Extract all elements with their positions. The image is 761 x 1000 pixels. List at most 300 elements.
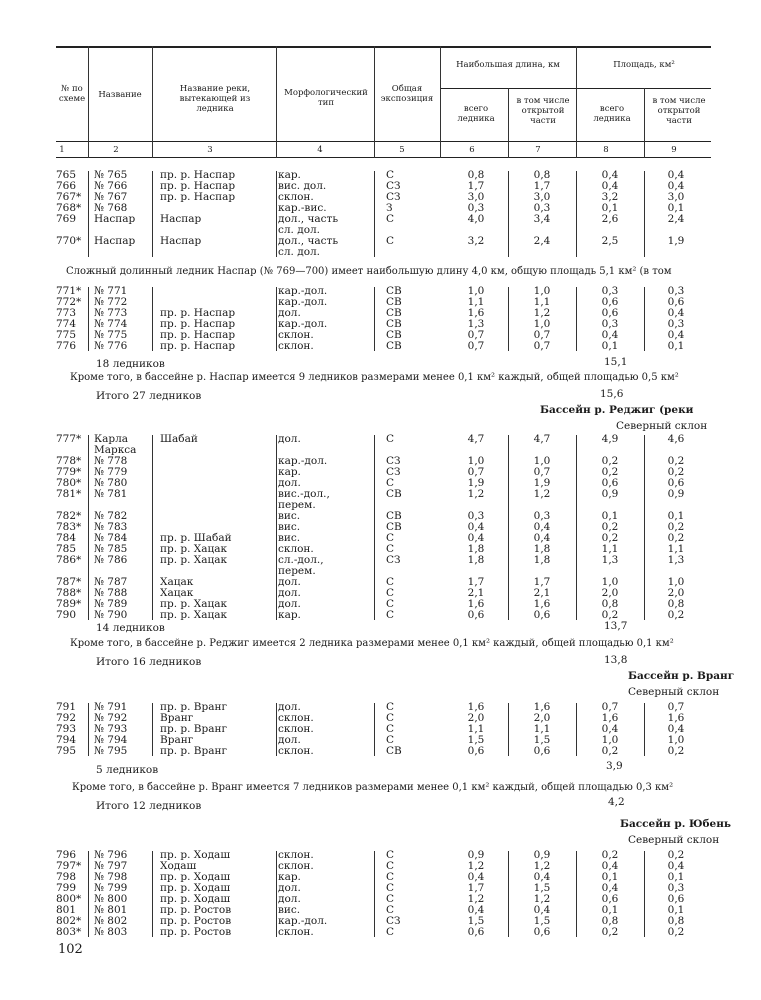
- table-cell: 0,2: [601, 455, 619, 467]
- table-cell: пр. р. Наспар: [160, 340, 236, 352]
- table-cell: 1,2: [467, 893, 485, 905]
- table-cell: 1,2: [467, 488, 485, 500]
- table-cell: 0,6: [467, 745, 485, 757]
- table-cell: 0,4: [601, 180, 619, 192]
- table-cell: дол., часть: [278, 235, 339, 247]
- table-cell: 788*: [56, 587, 82, 599]
- table-cell: С: [386, 701, 395, 713]
- table-cell: СВ: [386, 340, 402, 352]
- table-cell: кар.-дол.: [278, 285, 328, 297]
- table-cell: 1,3: [667, 554, 685, 566]
- table-cell: 1,9: [467, 477, 485, 489]
- column-separator: [152, 435, 153, 620]
- table-cell: 0,6: [533, 745, 551, 757]
- table-cell: 0,8: [667, 915, 685, 927]
- table-cell: 0,3: [601, 318, 619, 330]
- total-count: Итого 12 ледников: [96, 800, 202, 812]
- table-cell: № 799: [94, 882, 128, 894]
- table-cell: 0,4: [601, 723, 619, 735]
- table-cell: 0,8: [467, 169, 485, 181]
- table-cell: 0,3: [533, 202, 551, 214]
- table-cell: № 791: [94, 701, 128, 713]
- basin-title: Бассейн р. Вранг: [628, 670, 735, 682]
- table-cell: СВ: [386, 745, 402, 757]
- column-separator: [374, 287, 375, 351]
- table-cell: № 772: [94, 296, 128, 308]
- table-cell: склон.: [278, 712, 314, 724]
- table-cell: вис.: [278, 904, 301, 916]
- table-cell: СЗ: [386, 466, 401, 478]
- table-cell: № 780: [94, 477, 128, 489]
- table-cell: 0,4: [667, 860, 685, 872]
- table-cell: № 788: [94, 587, 128, 599]
- table-cell: 0,4: [667, 169, 685, 181]
- table-cell: 1,0: [533, 455, 551, 467]
- table-cell: 772*: [56, 296, 82, 308]
- table-cell: склон.: [278, 340, 314, 352]
- table-cell: 1,0: [467, 285, 485, 297]
- table-cell: 0,4: [601, 329, 619, 341]
- table-cell: 1,7: [467, 180, 485, 192]
- table-cell: 779*: [56, 466, 82, 478]
- table-cell: № 802: [94, 915, 128, 927]
- table-cell: 3,0: [667, 191, 685, 203]
- table-cell: 0,7: [467, 466, 485, 478]
- table-cell: 0,6: [601, 296, 619, 308]
- table-cell: 771*: [56, 285, 82, 297]
- note-vrang-small: Кроме того, в бассейне р. Вранг имеется 7 ледников размерами менее 0,1 км² каждый, общей площадью 0,3 км²: [72, 782, 674, 793]
- table-cell: 1,1: [467, 723, 485, 735]
- table-cell: 1,5: [533, 734, 551, 746]
- table-cell: пр. р. Ходаш: [160, 893, 231, 905]
- table-cell: 777*: [56, 433, 82, 445]
- column-separator: [276, 171, 277, 257]
- table-cell: 0,4: [667, 180, 685, 192]
- table-cell: 787*: [56, 576, 82, 588]
- table-cell: дол.: [278, 734, 301, 746]
- table-cell: СВ: [386, 488, 402, 500]
- table-top-rule: [56, 46, 711, 48]
- table-cell: 1,7: [533, 576, 551, 588]
- table-cell: 1,2: [533, 893, 551, 905]
- table-cell: С: [386, 213, 395, 225]
- column-separator: [88, 435, 89, 620]
- header-bottom-rule: [56, 141, 711, 142]
- header-divider: [276, 46, 277, 158]
- table-cell: № 793: [94, 723, 128, 735]
- table-cell: 0,2: [601, 745, 619, 757]
- table-cell: склон.: [278, 723, 314, 735]
- column-number: 4: [317, 145, 323, 155]
- table-cell: кар.-дол.: [278, 318, 328, 330]
- table-cell: 0,4: [533, 532, 551, 544]
- table-cell: дол., часть: [278, 213, 339, 225]
- table-cell: пр. р. Наспар: [160, 180, 236, 192]
- column-separator: [508, 287, 509, 351]
- table-cell: № 773: [94, 307, 128, 319]
- table-cell: Маркса: [94, 444, 137, 456]
- column-number: 5: [399, 145, 405, 155]
- summary-count: 18 ледников: [96, 358, 165, 370]
- table-cell: 2,0: [467, 712, 485, 724]
- table-cell: С: [386, 712, 395, 724]
- table-cell: кар.: [278, 609, 301, 621]
- column-separator: [576, 171, 577, 257]
- table-cell: вис. дол.: [278, 180, 327, 192]
- table-cell: вис.-дол.,: [278, 488, 330, 500]
- table-cell: 0,3: [667, 285, 685, 297]
- table-cell: 0,2: [601, 926, 619, 938]
- table-cell: 778*: [56, 455, 82, 467]
- table-cell: Вранг: [160, 734, 194, 746]
- table-cell: Хацак: [160, 587, 194, 599]
- table-cell: 0,8: [601, 915, 619, 927]
- table-cell: кар.: [278, 169, 301, 181]
- table-cell: СЗ: [386, 554, 401, 566]
- table-cell: 0,2: [667, 745, 685, 757]
- header-scheme-number: № по схеме: [58, 84, 86, 104]
- column-separator: [276, 851, 277, 937]
- table-cell: 0,6: [467, 926, 485, 938]
- table-cell: СВ: [386, 318, 402, 330]
- table-cell: 2,4: [667, 213, 685, 225]
- table-cell: 0,9: [467, 849, 485, 861]
- table-cell: С: [386, 576, 395, 588]
- table-cell: 773: [56, 307, 77, 319]
- column-separator: [508, 435, 509, 620]
- table-cell: 1,8: [467, 554, 485, 566]
- table-cell: 800*: [56, 893, 82, 905]
- header-river: Название реки, вытекающей из ледника: [179, 84, 251, 114]
- table-cell: 1,6: [533, 598, 551, 610]
- table-cell: кар.: [278, 466, 301, 478]
- column-number: 9: [671, 145, 677, 155]
- table-cell: 0,2: [667, 849, 685, 861]
- column-number: 7: [535, 145, 541, 155]
- table-cell: 0,7: [533, 329, 551, 341]
- table-cell: 0,1: [667, 871, 685, 883]
- table-cell: 1,1: [467, 296, 485, 308]
- table-cell: № 785: [94, 543, 128, 555]
- table-cell: Наспар: [160, 213, 202, 225]
- table-cell: № 779: [94, 466, 128, 478]
- table-cell: СЗ: [386, 180, 401, 192]
- summary-area: 13,7: [604, 620, 628, 632]
- table-cell: 768*: [56, 202, 82, 214]
- table-cell: № 783: [94, 521, 128, 533]
- table-cell: № 782: [94, 510, 128, 522]
- table-cell: пр. р. Вранг: [160, 723, 227, 735]
- table-cell: 1,6: [467, 598, 485, 610]
- column-separator: [88, 171, 89, 257]
- table-cell: 1,9: [533, 477, 551, 489]
- header-morph-type: Морфологический тип: [284, 88, 368, 108]
- table-cell: 1,2: [533, 307, 551, 319]
- table-cell: С: [386, 433, 395, 445]
- table-cell: 4,7: [533, 433, 551, 445]
- header-area-total: всего ледника: [593, 104, 631, 124]
- table-cell: 3,0: [533, 191, 551, 203]
- table-cell: 0,2: [601, 466, 619, 478]
- table-cell: 0,7: [467, 340, 485, 352]
- summary-count: 5 ледников: [96, 764, 159, 776]
- table-cell: 2,5: [601, 235, 619, 247]
- table-cell: № 803: [94, 926, 128, 938]
- table-cell: пр. р. Наспар: [160, 307, 236, 319]
- table-cell: 1,8: [533, 543, 551, 555]
- table-cell: 0,2: [667, 609, 685, 621]
- table-cell: 1,0: [601, 734, 619, 746]
- table-cell: 1,1: [533, 723, 551, 735]
- header-divider: [374, 46, 375, 158]
- table-cell: 775: [56, 329, 77, 341]
- table-cell: 0,2: [667, 532, 685, 544]
- table-cell: 799: [56, 882, 77, 894]
- table-cell: пр. р. Ростов: [160, 904, 232, 916]
- table-cell: 1,0: [533, 285, 551, 297]
- table-cell: пр. р. Наспар: [160, 169, 236, 181]
- table-cell: 0,3: [667, 318, 685, 330]
- table-cell: 792: [56, 712, 77, 724]
- column-separator: [374, 435, 375, 620]
- table-cell: СЗ: [386, 455, 401, 467]
- slope-title: Северный склон: [628, 686, 720, 698]
- table-cell: 770*: [56, 235, 82, 247]
- table-cell: 1,6: [467, 307, 485, 319]
- table-cell: 798: [56, 871, 77, 883]
- table-cell: 802*: [56, 915, 82, 927]
- table-cell: 1,2: [533, 860, 551, 872]
- table-cell: 791: [56, 701, 77, 713]
- note-redzhig-small: Кроме того, в бассейне р. Реджиг имеется 2 ледника размерами менее 0,1 км² каждый, общей площадью 0,1 км²: [70, 638, 674, 649]
- table-cell: 0,4: [667, 723, 685, 735]
- table-cell: 790: [56, 609, 77, 621]
- table-cell: Наспар: [94, 213, 136, 225]
- table-cell: 1,0: [601, 576, 619, 588]
- table-cell: № 765: [94, 169, 128, 181]
- table-cell: № 775: [94, 329, 128, 341]
- table-cell: 1,6: [467, 701, 485, 713]
- table-cell: 776: [56, 340, 77, 352]
- table-cell: № 801: [94, 904, 128, 916]
- table-cell: 4,7: [467, 433, 485, 445]
- table-cell: № 786: [94, 554, 128, 566]
- table-cell: 0,4: [533, 904, 551, 916]
- total-area: 4,2: [608, 796, 625, 808]
- column-separator: [644, 287, 645, 351]
- table-cell: № 796: [94, 849, 128, 861]
- table-cell: склон.: [278, 543, 314, 555]
- table-cell: С: [386, 532, 395, 544]
- table-cell: дол.: [278, 893, 301, 905]
- table-cell: пр. р. Ходаш: [160, 882, 231, 894]
- table-cell: С: [386, 477, 395, 489]
- table-cell: кар.-вис.: [278, 202, 327, 214]
- table-cell: 765: [56, 169, 77, 181]
- table-cell: 1,1: [533, 296, 551, 308]
- table-cell: № 784: [94, 532, 128, 544]
- table-cell: пр. р. Хацак: [160, 609, 228, 621]
- table-cell: склон.: [278, 191, 314, 203]
- table-cell: 1,0: [667, 576, 685, 588]
- table-cell: С: [386, 926, 395, 938]
- table-cell: № 792: [94, 712, 128, 724]
- table-cell: 0,6: [533, 609, 551, 621]
- table-cell: пр. р. Ростов: [160, 926, 232, 938]
- table-cell: З: [386, 202, 393, 214]
- table-cell: 1,5: [467, 915, 485, 927]
- table-cell: С: [386, 598, 395, 610]
- table-cell: 782*: [56, 510, 82, 522]
- table-cell: 769: [56, 213, 77, 225]
- table-cell: № 766: [94, 180, 128, 192]
- table-cell: 0,9: [667, 488, 685, 500]
- table-cell: СВ: [386, 296, 402, 308]
- table-cell: 1,6: [533, 701, 551, 713]
- column-separator: [276, 703, 277, 756]
- table-cell: перем.: [278, 565, 316, 577]
- table-cell: 3,0: [467, 191, 485, 203]
- table-cell: кар.-дол.: [278, 915, 328, 927]
- header-divider: [152, 46, 153, 158]
- table-cell: № 774: [94, 318, 128, 330]
- table-cell: СВ: [386, 307, 402, 319]
- table-cell: 0,4: [467, 871, 485, 883]
- note-naspar-small: Кроме того, в бассейне р. Наспар имеется 9 ледников размерами менее 0,1 км² каждый, общей площадью 0,5 км²: [70, 372, 679, 383]
- table-cell: перем.: [278, 499, 316, 511]
- table-cell: 0,2: [667, 521, 685, 533]
- table-cell: 1,8: [467, 543, 485, 555]
- table-cell: С: [386, 543, 395, 555]
- header-divider: [440, 46, 441, 158]
- table-cell: 0,6: [601, 893, 619, 905]
- column-separator: [644, 703, 645, 756]
- summary-area: 15,1: [604, 356, 628, 368]
- table-cell: 784: [56, 532, 77, 544]
- header-area-group: Площадь, км²: [613, 60, 675, 70]
- table-cell: дол.: [278, 576, 301, 588]
- table-cell: № 776: [94, 340, 128, 352]
- table-cell: 4,9: [601, 433, 619, 445]
- table-cell: 0,1: [667, 202, 685, 214]
- table-cell: № 800: [94, 893, 128, 905]
- table-cell: склон.: [278, 926, 314, 938]
- table-cell: № 767: [94, 191, 128, 203]
- table-cell: 0,4: [667, 329, 685, 341]
- table-cell: 0,4: [601, 169, 619, 181]
- summary-count: 14 ледников: [96, 622, 165, 634]
- table-cell: № 778: [94, 455, 128, 467]
- header-divider: [508, 88, 509, 158]
- table-cell: 0,1: [601, 202, 619, 214]
- table-cell: С: [386, 860, 395, 872]
- table-cell: № 798: [94, 871, 128, 883]
- table-cell: 0,7: [601, 701, 619, 713]
- table-cell: Наспар: [160, 235, 202, 247]
- column-separator: [576, 703, 577, 756]
- table-cell: Хацак: [160, 576, 194, 588]
- table-cell: 781*: [56, 488, 82, 500]
- table-cell: 2,0: [601, 587, 619, 599]
- table-cell: 1,0: [533, 318, 551, 330]
- total-count: Итого 27 ледников: [96, 390, 202, 402]
- table-cell: Карла: [94, 433, 129, 445]
- table-cell: 3,2: [467, 235, 485, 247]
- table-cell: 0,8: [601, 598, 619, 610]
- basin-title: Бассейн р. Юбень: [620, 818, 732, 830]
- table-cell: кар.-дол.: [278, 296, 328, 308]
- table-cell: С: [386, 723, 395, 735]
- table-cell: 0,6: [667, 296, 685, 308]
- table-cell: С: [386, 904, 395, 916]
- table-cell: № 794: [94, 734, 128, 746]
- table-cell: 1,8: [533, 554, 551, 566]
- table-cell: Вранг: [160, 712, 194, 724]
- table-cell: № 771: [94, 285, 128, 297]
- table-cell: 1,5: [533, 915, 551, 927]
- table-cell: дол.: [278, 433, 301, 445]
- colnum-bottom-rule: [56, 157, 711, 158]
- table-cell: склон.: [278, 745, 314, 757]
- table-cell: 0,7: [533, 340, 551, 352]
- column-separator: [152, 851, 153, 937]
- header-exposition: Общая экспозиция: [380, 84, 434, 104]
- table-cell: 0,1: [667, 510, 685, 522]
- table-cell: 4,6: [667, 433, 685, 445]
- column-number: 1: [59, 145, 65, 155]
- table-cell: СВ: [386, 285, 402, 297]
- table-cell: № 790: [94, 609, 128, 621]
- table-cell: СВ: [386, 521, 402, 533]
- table-cell: дол.: [278, 701, 301, 713]
- table-cell: С: [386, 609, 395, 621]
- column-separator: [374, 171, 375, 257]
- table-cell: 1,0: [467, 455, 485, 467]
- table-cell: склон.: [278, 849, 314, 861]
- table-cell: 1,7: [467, 882, 485, 894]
- column-number: 3: [207, 145, 213, 155]
- table-cell: 0,2: [601, 521, 619, 533]
- basin-title: Бассейн р. Реджиг (реки: [540, 404, 694, 416]
- table-cell: № 789: [94, 598, 128, 610]
- table-cell: 2,0: [533, 712, 551, 724]
- table-cell: 0,4: [467, 532, 485, 544]
- table-cell: 3,2: [601, 191, 619, 203]
- table-cell: 0,4: [667, 307, 685, 319]
- column-separator: [152, 171, 153, 257]
- table-cell: № 781: [94, 488, 128, 500]
- table-cell: 0,4: [601, 882, 619, 894]
- table-cell: 0,6: [667, 893, 685, 905]
- table-cell: пр. р. Вранг: [160, 745, 227, 757]
- table-cell: 0,2: [601, 609, 619, 621]
- table-cell: 2,1: [533, 587, 551, 599]
- table-cell: 0,1: [601, 871, 619, 883]
- column-separator: [508, 171, 509, 257]
- table-cell: С: [386, 871, 395, 883]
- page-number: 102: [58, 942, 83, 957]
- table-cell: № 797: [94, 860, 128, 872]
- table-cell: СВ: [386, 510, 402, 522]
- slope-title: Северный склон: [616, 420, 708, 432]
- table-cell: 0,1: [601, 904, 619, 916]
- table-cell: 0,1: [601, 510, 619, 522]
- table-cell: С: [386, 882, 395, 894]
- table-cell: 1,9: [667, 235, 685, 247]
- table-cell: 0,1: [667, 904, 685, 916]
- table-cell: 0,6: [601, 477, 619, 489]
- table-cell: СВ: [386, 329, 402, 341]
